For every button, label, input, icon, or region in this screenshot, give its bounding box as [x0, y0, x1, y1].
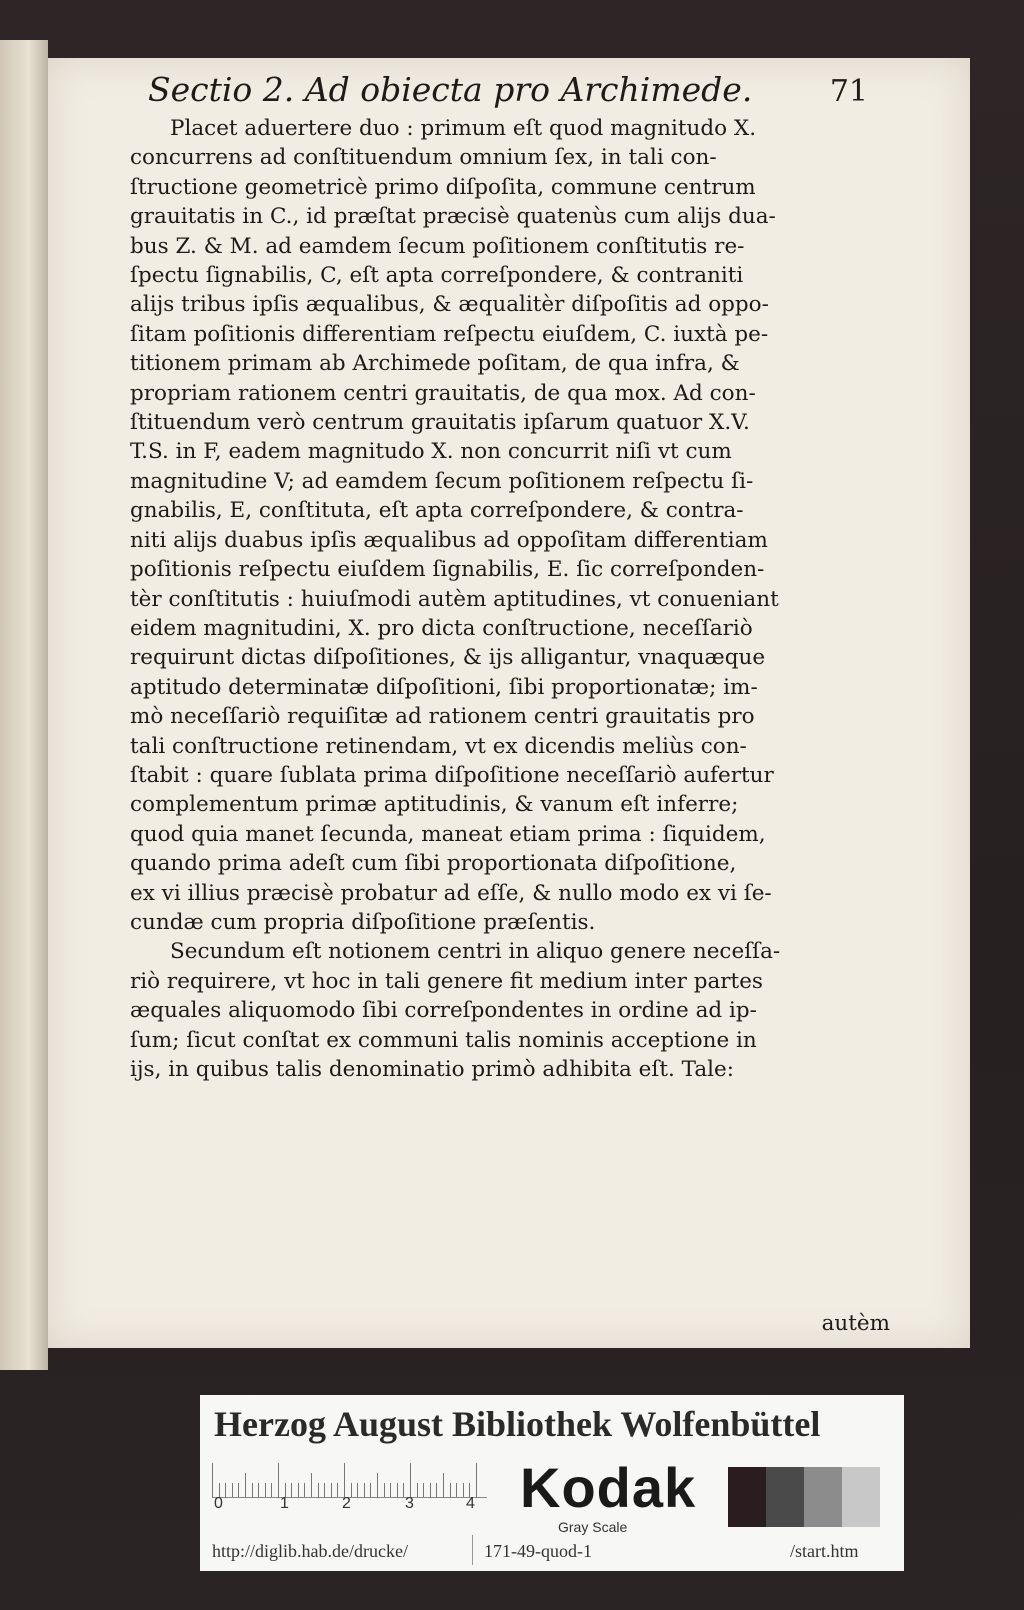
text-line: Placet aduertere duo : primum eſt quod magnitudo X.	[170, 116, 757, 141]
gray-swatches	[728, 1467, 880, 1527]
text-line: bus Z. & M. ad eamdem ſecum poſitionem conſtitutis re-	[130, 233, 745, 259]
catchword: autèm	[821, 1311, 890, 1336]
text-line: alijs tribus ipſis æqualibus, & æqualitèr diſpoſitis ad oppo-	[130, 292, 769, 318]
text-line: riò requirere, vt hoc in tali genere fit medium inter partes	[130, 968, 763, 994]
page-number: 71	[829, 74, 868, 109]
ruler-tick	[384, 1483, 385, 1497]
ruler-tick	[278, 1463, 279, 1497]
text-line: ſtituendum verò centrum grauitatis ipſarum quatuor X.V.	[130, 410, 750, 436]
text-line: magnitudine V; ad eamdem ſecum poſitionem reſpectu ſi-	[130, 468, 754, 494]
text-line: mò neceſſariò requiſitæ ad rationem centri grauitatis pro	[130, 704, 755, 730]
text-line: concurrens ad conſtituendum omnium ſex, in tali con-	[130, 145, 717, 171]
swatch	[804, 1467, 842, 1527]
ruler-tick	[410, 1463, 411, 1497]
text-line: propriam rationem centri grauitatis, de qua mox. Ad con-	[130, 380, 756, 406]
divider	[472, 1535, 473, 1565]
ruler-tick	[331, 1483, 332, 1497]
kodak-logo: Kodak	[520, 1456, 697, 1519]
ruler-tick	[291, 1483, 292, 1497]
ruler-number: 2	[342, 1495, 351, 1512]
text-line: quando prima adeſt cum ſibi proportionata diſpoſitione,	[130, 851, 737, 877]
running-title: Sectio 2. Ad obiecta pro Archimede.	[148, 70, 753, 109]
ruler-tick	[463, 1483, 464, 1497]
facing-page-edge	[0, 40, 48, 1370]
text-line: quod quia manet ſecunda, maneat etiam prima : ſiquidem,	[130, 821, 766, 847]
ruler-tick	[238, 1483, 239, 1497]
scale-ruler	[212, 1457, 487, 1498]
ruler-tick	[258, 1483, 259, 1497]
ruler-tick	[390, 1483, 391, 1497]
text-line: ſitam poſitionis differentiam reſpectu eiuſdem, C. iuxtà pe-	[130, 321, 769, 347]
text-line: eidem magnitudini, X. pro dicta conſtructione, neceſſariò	[130, 615, 753, 641]
ruler-tick	[357, 1483, 358, 1497]
text-line: æquales aliquomodo ſibi correſpondentes in ordine ad ip-	[130, 998, 757, 1024]
ruler-tick	[225, 1483, 226, 1497]
text-line: grauitatis in C., id præſtat præcisè quatenùs cum alijs dua-	[130, 204, 776, 230]
text-line: ijs, in quibus talis denominatio primò adhibita eſt. Tale:	[130, 1057, 734, 1082]
text-line: gnabilis, E, conſtituta, eſt apta correſpondere, & contra-	[130, 498, 744, 524]
text-line: titionem primam ab Archimede poſitam, de qua infra, &	[130, 351, 740, 377]
body-text	[130, 114, 890, 1336]
text-line: tali conſtructione retinendam, vt ex dicendis meliùs con-	[130, 733, 747, 759]
text-line: ex vi illius præcisè probatur ad eſſe, & nullo modo ex vi ſe-	[130, 880, 772, 906]
text-line: T.S. in F, eadem magnitudo X. non concurrit niſi vt cum	[130, 439, 732, 465]
ruler-tick	[344, 1463, 345, 1497]
text-line: ſpectu ſignabilis, C, eſt apta correſpondere, & contraniti	[130, 263, 744, 289]
url-prefix: http://diglib.hab.de/drucke/	[212, 1541, 408, 1561]
ruler-tick	[324, 1483, 325, 1497]
ruler-number: 4	[466, 1495, 475, 1512]
page-header	[148, 70, 868, 109]
ruler-tick	[430, 1483, 431, 1497]
ruler-tick	[377, 1473, 378, 1497]
text-line: requirunt dictas diſpoſitiones, & ijs alligantur, vnaquæque	[130, 645, 766, 671]
book-page	[48, 58, 970, 1348]
text-line: complementum primæ aptitudinis, & vanum eſt inferre;	[130, 792, 739, 818]
swatch	[842, 1467, 880, 1527]
ruler-tick	[252, 1483, 253, 1497]
library-name: Herzog August Bibliothek Wolfenbüttel	[214, 1404, 821, 1444]
text-line: cundæ cum propria diſpoſitione præſentis.	[130, 909, 596, 935]
ruler-tick	[397, 1483, 398, 1497]
ruler-number: 3	[405, 1495, 414, 1512]
gray-scale-label: Gray Scale	[558, 1519, 628, 1535]
swatch	[728, 1467, 766, 1527]
ruler-tick	[232, 1483, 233, 1497]
url-id: 171-49-quod-1	[484, 1541, 592, 1561]
ruler-tick	[443, 1473, 444, 1497]
ruler-tick	[456, 1483, 457, 1497]
ruler-tick	[370, 1483, 371, 1497]
text-line: niti alijs duabus ipſis æqualibus ad oppoſitam differentiam	[130, 527, 768, 553]
ruler-tick	[245, 1473, 246, 1497]
ruler-tick	[417, 1483, 418, 1497]
text-line: tèr conſtitutis : huiuſmodi autèm aptitudines, vt conueniant	[130, 586, 779, 612]
ruler-tick	[364, 1483, 365, 1497]
text-line: poſitionis reſpectu eiuſdem ſignabilis, E. ſic correſponden-	[130, 557, 765, 583]
text-line: aptitudo determinatæ diſpoſitioni, ſibi proportionatæ; im-	[130, 674, 758, 700]
swatch	[766, 1467, 804, 1527]
ruler-number: 1	[280, 1495, 289, 1512]
ruler-tick	[311, 1473, 312, 1497]
ruler-tick	[436, 1483, 437, 1497]
color-target-card	[200, 1395, 904, 1571]
ruler-number: 0	[214, 1495, 223, 1512]
text-line: ſtructione geometricè primo diſpoſita, commune centrum	[130, 174, 756, 200]
ruler-tick	[450, 1483, 451, 1497]
url-suffix: /start.htm	[790, 1541, 859, 1561]
ruler-tick	[337, 1483, 338, 1497]
text-line: Secundum eſt notionem centri in aliquo genere neceſſa-	[170, 939, 781, 965]
ruler-tick	[476, 1463, 477, 1497]
text-line: ſum; ſicut conſtat ex communi talis nominis acceptione in	[130, 1027, 757, 1053]
ruler-tick	[298, 1483, 299, 1497]
ruler-tick	[318, 1483, 319, 1497]
ruler-tick	[265, 1483, 266, 1497]
ruler-tick	[304, 1483, 305, 1497]
text-line: ſtabit : quare ſublata prima diſpoſitione neceſſariò aufertur	[130, 762, 774, 788]
ruler-tick	[212, 1463, 213, 1497]
ruler-tick	[271, 1483, 272, 1497]
ruler-tick	[423, 1483, 424, 1497]
